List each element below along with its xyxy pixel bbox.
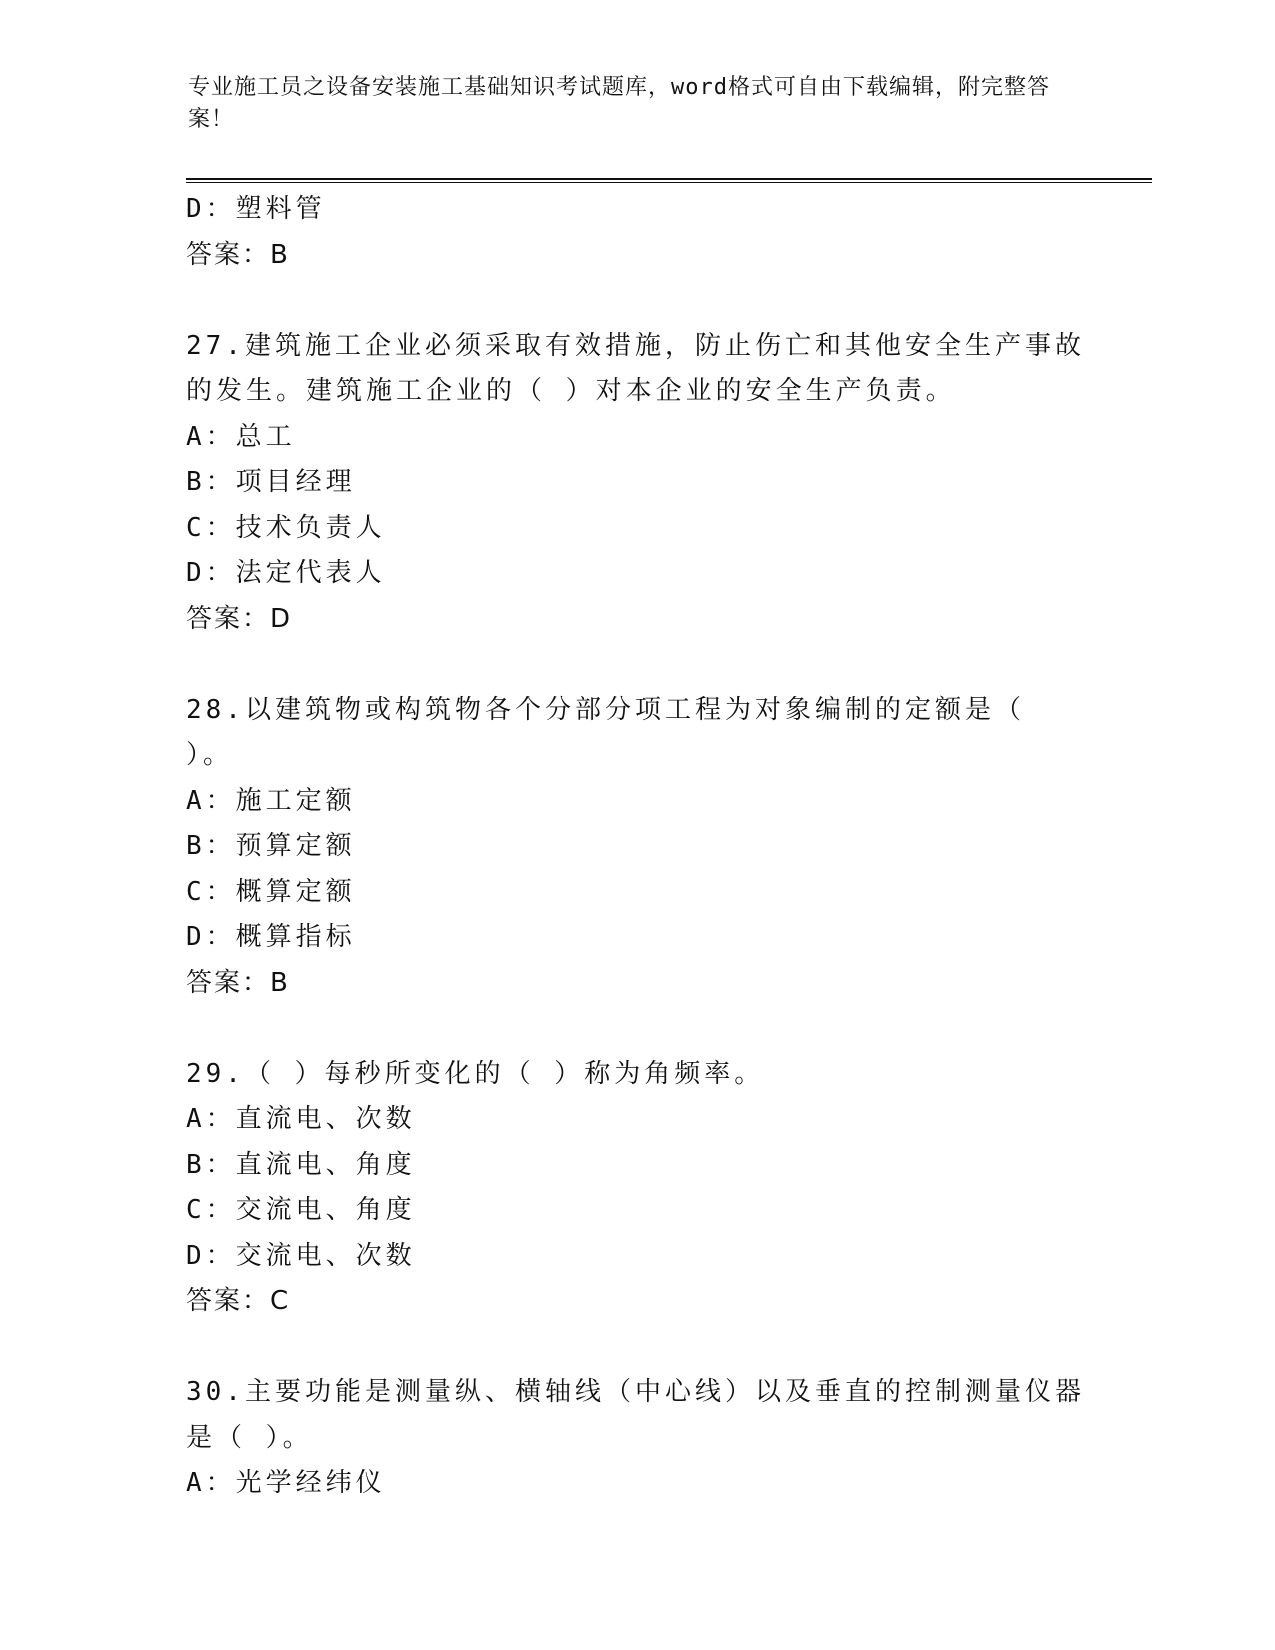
- option-d: D：塑料管: [186, 194, 326, 224]
- answer: 答案：D: [186, 603, 293, 634]
- header-rule: [186, 178, 1152, 180]
- option-d: D：交流电、次数: [186, 1240, 416, 1271]
- option-a: A：光学经纬仪: [186, 1468, 386, 1498]
- option-c: C：交流电、角度: [186, 1195, 416, 1225]
- option-d: D：法定代表人: [186, 558, 386, 588]
- option-b: B：预算定额: [186, 831, 356, 861]
- option-d: D：概算指标: [186, 922, 356, 952]
- answer: 答案：B: [186, 967, 290, 998]
- option-a: A：总工: [186, 421, 296, 452]
- document-header: 专业施工员之设备安装施工基础知识考试题库，word格式可自由下载编辑，附完整答案！: [188, 75, 1050, 132]
- option-c: C：概算定额: [186, 876, 356, 907]
- answer: 答案：C: [186, 1286, 291, 1316]
- answer: 答案：B: [186, 239, 290, 270]
- question-stem: 29.（ ）每秒所变化的（ ）称为角频率。: [186, 1058, 765, 1089]
- header-rule-thin: [186, 182, 1152, 183]
- option-b: B：项目经理: [186, 467, 356, 497]
- option-a: A：施工定额: [186, 785, 356, 816]
- option-b: B：直流电、角度: [186, 1149, 416, 1180]
- question-stem: 28.以建筑物或构筑物各个分部分项工程为对象编制的定额是（ ）。: [186, 694, 1025, 770]
- question-stem: 27.建筑施工企业必须采取有效措施，防止伤亡和其他安全生产事故的发生。建筑施工企业的（ ）对本企业的安全生产负责。: [186, 330, 1085, 406]
- option-c: C：技术负责人: [186, 512, 386, 543]
- document-body: [186, 187, 1086, 1507]
- option-a: A：直流电、次数: [186, 1104, 416, 1134]
- question-stem: 30.主要功能是测量纵、横轴线（中心线）以及垂直的控制测量仪器是（ ）。: [186, 1377, 1085, 1453]
